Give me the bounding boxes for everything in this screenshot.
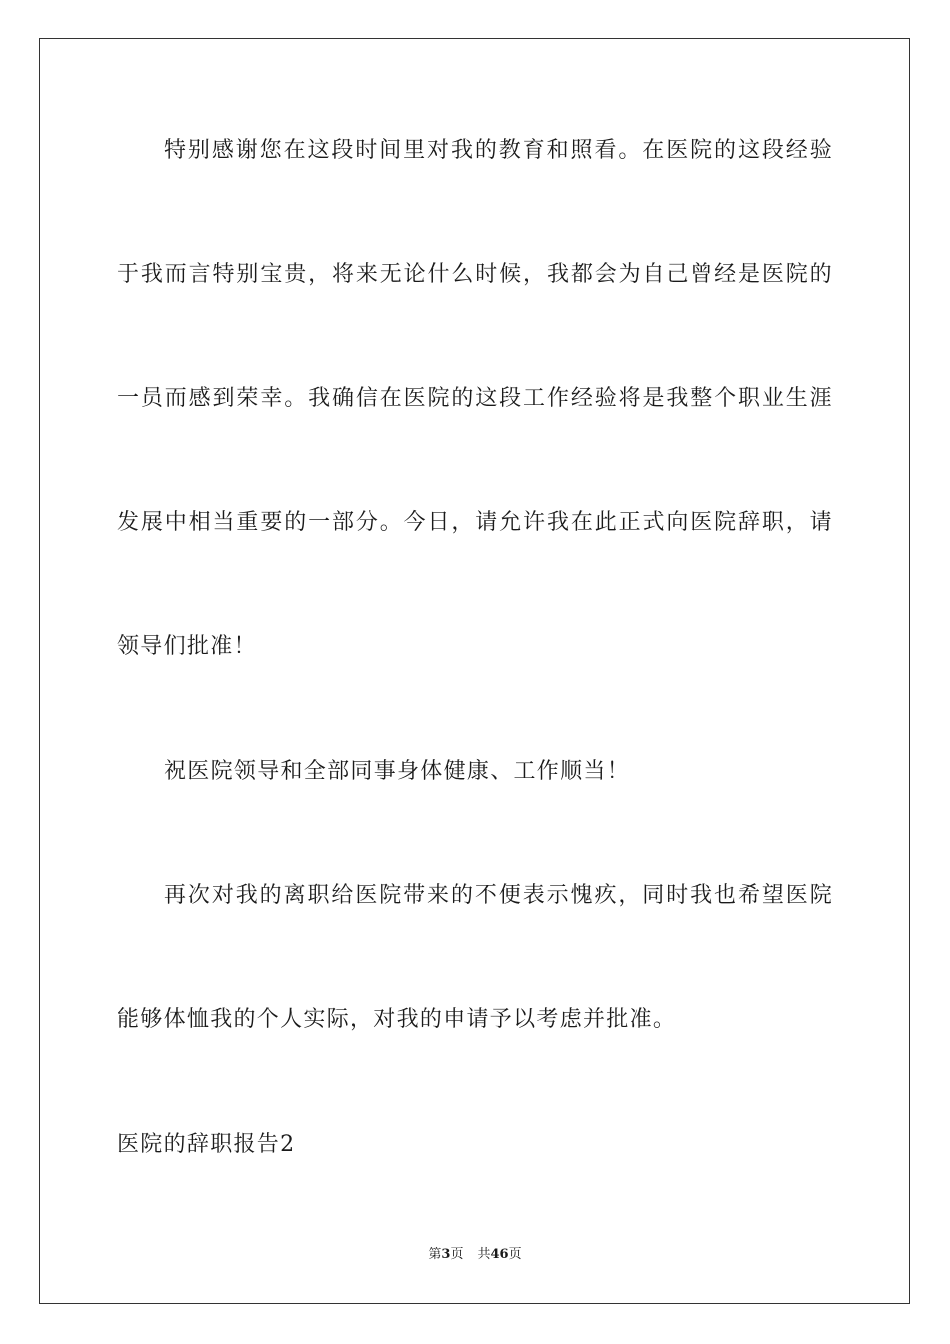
page-footer: [0, 1246, 950, 1264]
footer-prefix: 第: [428, 1247, 442, 1262]
paragraph-line: 祝医院领导和全部同事身体健康、工作顺当！: [164, 759, 631, 784]
section-heading: 医院的辞职报告2: [117, 1132, 296, 1157]
footer-current-page: 3: [441, 1247, 451, 1262]
paragraph-line: 一员而感到荣幸。我确信在医院的这段工作经验将是我整个职业生涯: [117, 386, 833, 411]
footer-page-unit: 页: [450, 1247, 464, 1262]
paragraph-line: 发展中相当重要的一部分。今日，请允许我在此正式向医院辞职，请: [117, 510, 833, 535]
paragraph-line: 再次对我的离职给医院带来的不便表示愧疚，同时我也希望医院: [164, 883, 833, 908]
paragraph-line: 能够体恤我的个人实际，对我的申请予以考虑并批准。: [117, 1007, 677, 1032]
page-border: [39, 38, 910, 1304]
paragraph-line: 特别感谢您在这段时间里对我的教育和照看。在医院的这段经验: [164, 138, 833, 163]
footer-total-pages: 46: [490, 1247, 509, 1262]
footer-total-prefix: 共: [477, 1247, 491, 1262]
paragraph-line: 领导们批准！: [117, 634, 257, 659]
paragraph-line: 于我而言特别宝贵，将来无论什么时候，我都会为自己曾经是医院的: [117, 262, 833, 287]
footer-total-unit: 页: [508, 1247, 522, 1262]
